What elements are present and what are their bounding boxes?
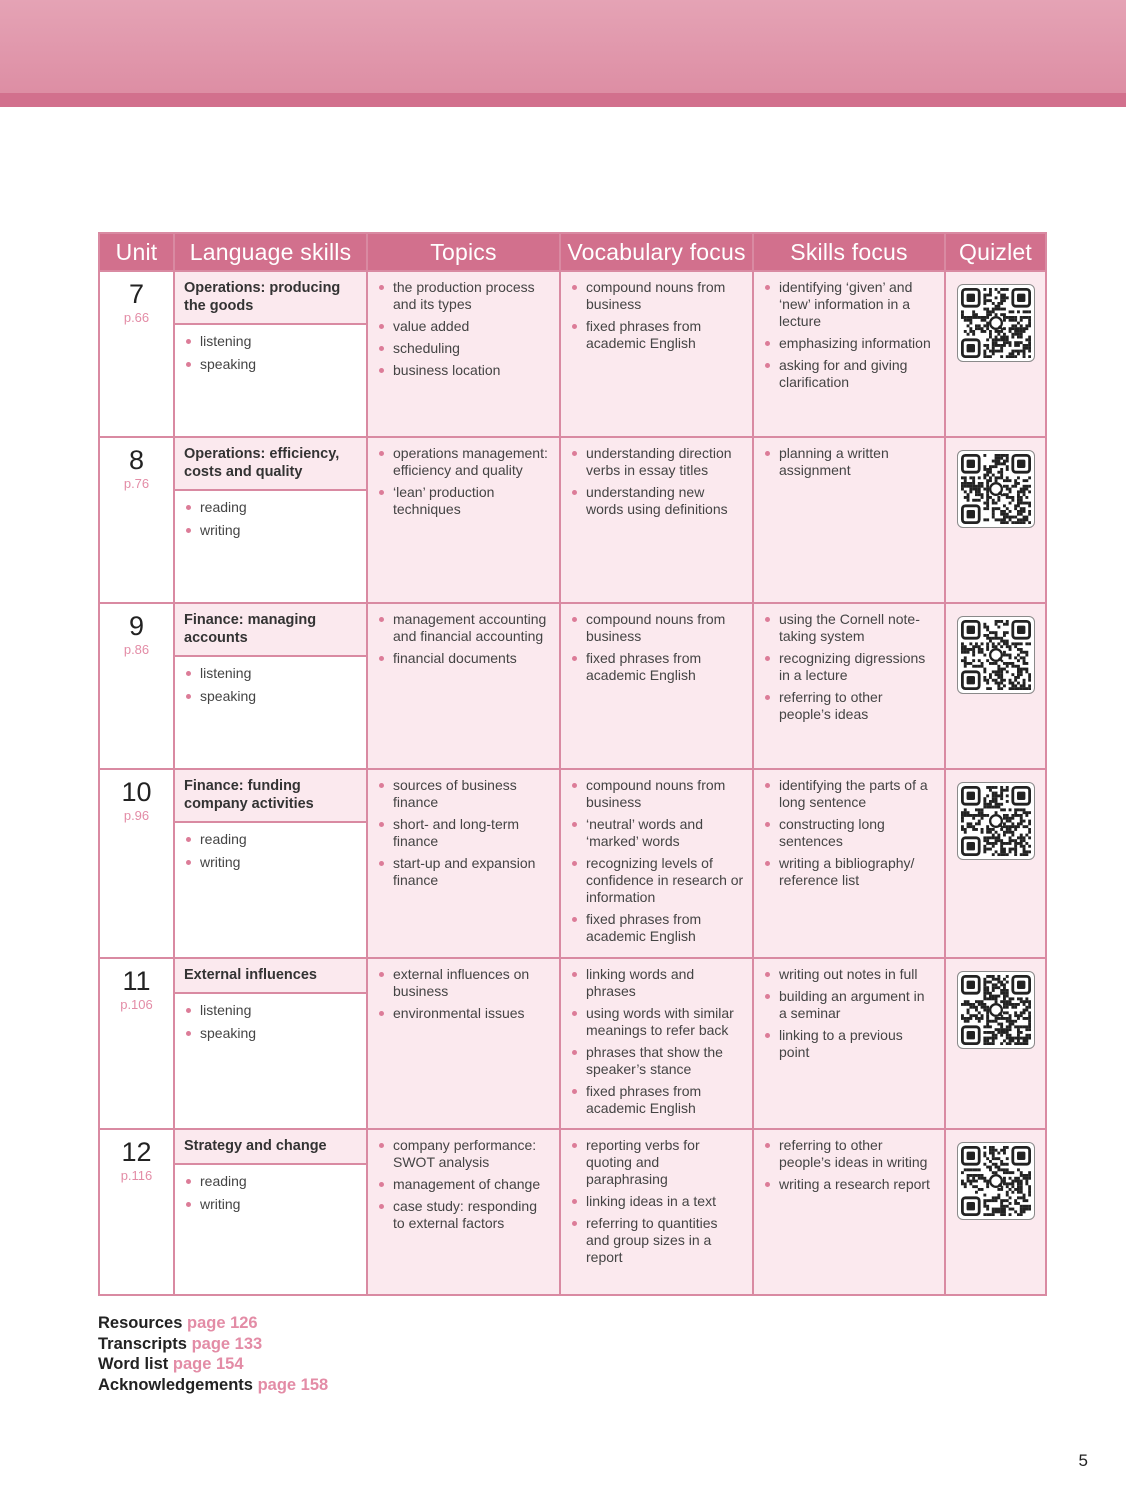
unit-title: Operations: producing the goods [175, 272, 366, 325]
list-item: management of change [377, 1176, 551, 1193]
skills-focus-cell [753, 958, 945, 1129]
language-skills-cell [174, 769, 367, 958]
header-unit: Unit [99, 233, 174, 271]
list-item: fixed phrases from academic English [570, 911, 744, 945]
unit-title: Operations: efficiency, costs and quality [175, 438, 366, 491]
qr-code-image [961, 454, 1031, 524]
unit-cell [99, 603, 174, 769]
list-item: recognizing digressions in a lecture [763, 650, 936, 684]
list-item: reading [184, 499, 358, 516]
topics-cell [367, 437, 560, 603]
table-row [99, 437, 1046, 603]
list-item: writing [184, 854, 358, 871]
language-skills-cell [174, 271, 367, 437]
list-item: speaking [184, 356, 358, 373]
qr-code-image [961, 288, 1031, 358]
list-item: building an argument in a seminar [763, 988, 936, 1022]
list-item: speaking [184, 1025, 358, 1042]
unit-title: Finance: managing accounts [175, 604, 366, 657]
list-item: ‘neutral’ words and ‘marked’ words [570, 816, 744, 850]
quizlet-qr-code[interactable] [957, 971, 1035, 1049]
list-item: referring to other people’s ideas [763, 689, 936, 723]
vocabulary-focus-cell [560, 437, 753, 603]
list-item: ‘lean’ production techniques [377, 484, 551, 518]
vocabulary-focus-cell [560, 271, 753, 437]
unit-number: 10 [121, 777, 152, 807]
list-item: management accounting and financial accounting [377, 611, 551, 645]
list-item: emphasizing information [763, 335, 936, 352]
vocabulary-list [570, 1137, 744, 1266]
footer-page-link[interactable]: page 133 [191, 1334, 263, 1353]
skills-list [184, 333, 358, 373]
vocabulary-focus-cell [560, 603, 753, 769]
vocabulary-list [570, 611, 744, 684]
unit-title: Strategy and change [175, 1130, 366, 1165]
topics-cell [367, 958, 560, 1129]
unit-cell [99, 437, 174, 603]
unit-number: 9 [128, 611, 145, 641]
list-item: writing [184, 522, 358, 539]
list-item: short- and long-term finance [377, 816, 551, 850]
vocabulary-focus-cell [560, 1129, 753, 1295]
footer-page-link[interactable]: page 154 [172, 1355, 244, 1373]
list-item: listening [184, 333, 358, 350]
list-item: sources of business finance [377, 777, 551, 811]
language-skills-cell [174, 1129, 367, 1295]
footer-line-acknowledgements: Acknowledgements page 158 [98, 1375, 329, 1394]
footer-page-link[interactable]: page 158 [257, 1375, 329, 1394]
list-item: referring to quantities and group sizes in a report [570, 1215, 744, 1266]
page-number: 5 [1078, 1451, 1088, 1470]
skills-list [184, 665, 358, 705]
quizlet-qr-code[interactable] [957, 284, 1035, 362]
skills-focus-cell [753, 1129, 945, 1295]
header-skills-focus: Skills focus [753, 233, 945, 271]
list-item: linking ideas in a text [570, 1193, 744, 1210]
unit-title: External influences [175, 959, 366, 994]
quizlet-qr-code[interactable] [957, 1142, 1035, 1220]
header-vocabulary-focus: Vocabulary focus [560, 233, 753, 271]
list-item: operations management: efficiency and quality [377, 445, 551, 479]
unit-page-ref[interactable]: p.66 [123, 310, 150, 325]
unit-page-ref[interactable]: p.76 [123, 476, 150, 491]
skills-focus-cell [753, 271, 945, 437]
topics-list [377, 777, 551, 889]
list-item: identifying the parts of a long sentence [763, 777, 936, 811]
skills-list [184, 499, 358, 539]
list-item: writing a bibliography/ reference list [763, 855, 936, 889]
language-skills-cell [174, 958, 367, 1129]
list-item: planning a written assignment [763, 445, 936, 479]
header-topics: Topics [367, 233, 560, 271]
table-row [99, 603, 1046, 769]
list-item: reading [184, 1173, 358, 1190]
language-skills-cell [174, 437, 367, 603]
focus-list [763, 777, 936, 889]
list-item: environmental issues [377, 1005, 551, 1022]
topics-list [377, 966, 551, 1022]
quizlet-qr-code[interactable] [957, 782, 1035, 860]
list-item: financial documents [377, 650, 551, 667]
focus-list [763, 966, 936, 1061]
header-language-skills: Language skills [174, 233, 367, 271]
list-item: the production process and its types [377, 279, 551, 313]
list-item: writing a research report [763, 1176, 936, 1193]
list-item: listening [184, 665, 358, 682]
list-item: fixed phrases from academic English [570, 318, 744, 352]
footer-references [98, 1313, 328, 1395]
topics-list [377, 611, 551, 667]
list-item: phrases that show the speaker’s stance [570, 1044, 744, 1078]
unit-page-ref[interactable]: p.96 [123, 808, 150, 823]
skills-focus-cell [753, 603, 945, 769]
unit-cell [99, 1129, 174, 1295]
unit-number: 7 [128, 279, 145, 309]
focus-list [763, 611, 936, 723]
list-item: reporting verbs for quoting and paraphrasing [570, 1137, 744, 1188]
list-item: scheduling [377, 340, 551, 357]
unit-cell [99, 958, 174, 1129]
topics-list [377, 445, 551, 518]
list-item: company performance: SWOT analysis [377, 1137, 551, 1171]
vocabulary-list [570, 777, 744, 945]
unit-cell [99, 769, 174, 958]
footer-line-transcripts: Transcripts page 133 [98, 1334, 263, 1353]
footer-line-resources: Resources page 126 [98, 1314, 258, 1332]
list-item: constructing long sentences [763, 816, 936, 850]
topics-cell [367, 1129, 560, 1295]
quizlet-cell [945, 437, 1046, 603]
list-item: fixed phrases from academic English [570, 650, 744, 684]
skills-list [184, 1002, 358, 1042]
qr-code-image [961, 975, 1031, 1045]
list-item: start-up and expansion finance [377, 855, 551, 889]
topics-cell [367, 271, 560, 437]
list-item: compound nouns from business [570, 777, 744, 811]
focus-list [763, 1137, 936, 1193]
quizlet-cell [945, 1129, 1046, 1295]
focus-list [763, 279, 936, 391]
unit-number: 11 [122, 966, 151, 996]
qr-code-image [961, 786, 1031, 856]
qr-code-image [961, 1146, 1031, 1216]
table-header-row [99, 233, 1046, 271]
list-item: reading [184, 831, 358, 848]
skills-list [184, 831, 358, 871]
topics-list [377, 279, 551, 379]
footer-line-word-list: Word list page 154 [98, 1355, 244, 1373]
focus-list [763, 445, 936, 479]
list-item: linking words and phrases [570, 966, 744, 1000]
list-item: writing [184, 1196, 358, 1213]
list-item: writing out notes in full [763, 966, 936, 983]
top-decorative-band [0, 0, 1126, 93]
vocabulary-list [570, 966, 744, 1117]
list-item: business location [377, 362, 551, 379]
list-item: using words with similar meanings to refer back [570, 1005, 744, 1039]
header-quizlet: Quizlet [945, 233, 1046, 271]
table-row [99, 958, 1046, 1129]
topics-cell [367, 603, 560, 769]
list-item: understanding direction verbs in essay titles [570, 445, 744, 479]
unit-page-ref[interactable]: p.106 [120, 997, 153, 1012]
unit-number: 12 [121, 1137, 152, 1167]
table-row [99, 769, 1046, 958]
vocabulary-list [570, 445, 744, 518]
list-item: linking to a previous point [763, 1027, 936, 1061]
skills-focus-cell [753, 769, 945, 958]
list-item: compound nouns from business [570, 279, 744, 313]
vocabulary-focus-cell [560, 958, 753, 1129]
top-accent-stripe [0, 93, 1126, 107]
quizlet-cell [945, 603, 1046, 769]
list-item: fixed phrases from academic English [570, 1083, 744, 1117]
contents-table [98, 232, 1047, 1296]
quizlet-cell [945, 958, 1046, 1129]
skills-list [184, 1173, 358, 1213]
vocabulary-list [570, 279, 744, 352]
quizlet-cell [945, 769, 1046, 958]
unit-number: 8 [128, 445, 145, 475]
list-item: value added [377, 318, 551, 335]
table-row [99, 271, 1046, 437]
list-item: external influences on business [377, 966, 551, 1000]
list-item: referring to other people’s ideas in writing [763, 1137, 936, 1171]
list-item: compound nouns from business [570, 611, 744, 645]
vocabulary-focus-cell [560, 769, 753, 958]
list-item: understanding new words using definitions [570, 484, 744, 518]
skills-focus-cell [753, 437, 945, 603]
unit-page-ref[interactable]: p.116 [120, 1168, 153, 1183]
footer-page-link[interactable]: page 126 [186, 1314, 258, 1332]
unit-title: Finance: funding company activities [175, 770, 366, 823]
list-item: using the Cornell note-taking system [763, 611, 936, 645]
list-item: case study: responding to external factors [377, 1198, 551, 1232]
language-skills-cell [174, 603, 367, 769]
qr-code-image [961, 620, 1031, 690]
quizlet-qr-code[interactable] [957, 616, 1035, 694]
list-item: asking for and giving clarification [763, 357, 936, 391]
topics-list [377, 1137, 551, 1232]
table-row [99, 1129, 1046, 1295]
quizlet-cell [945, 271, 1046, 437]
unit-page-ref[interactable]: p.86 [123, 642, 150, 657]
topics-cell [367, 769, 560, 958]
list-item: recognizing levels of confidence in research or information [570, 855, 744, 906]
list-item: listening [184, 1002, 358, 1019]
list-item: identifying ‘given’ and ‘new’ information in a lecture [763, 279, 936, 330]
unit-cell [99, 271, 174, 437]
quizlet-qr-code[interactable] [957, 450, 1035, 528]
list-item: speaking [184, 688, 358, 705]
